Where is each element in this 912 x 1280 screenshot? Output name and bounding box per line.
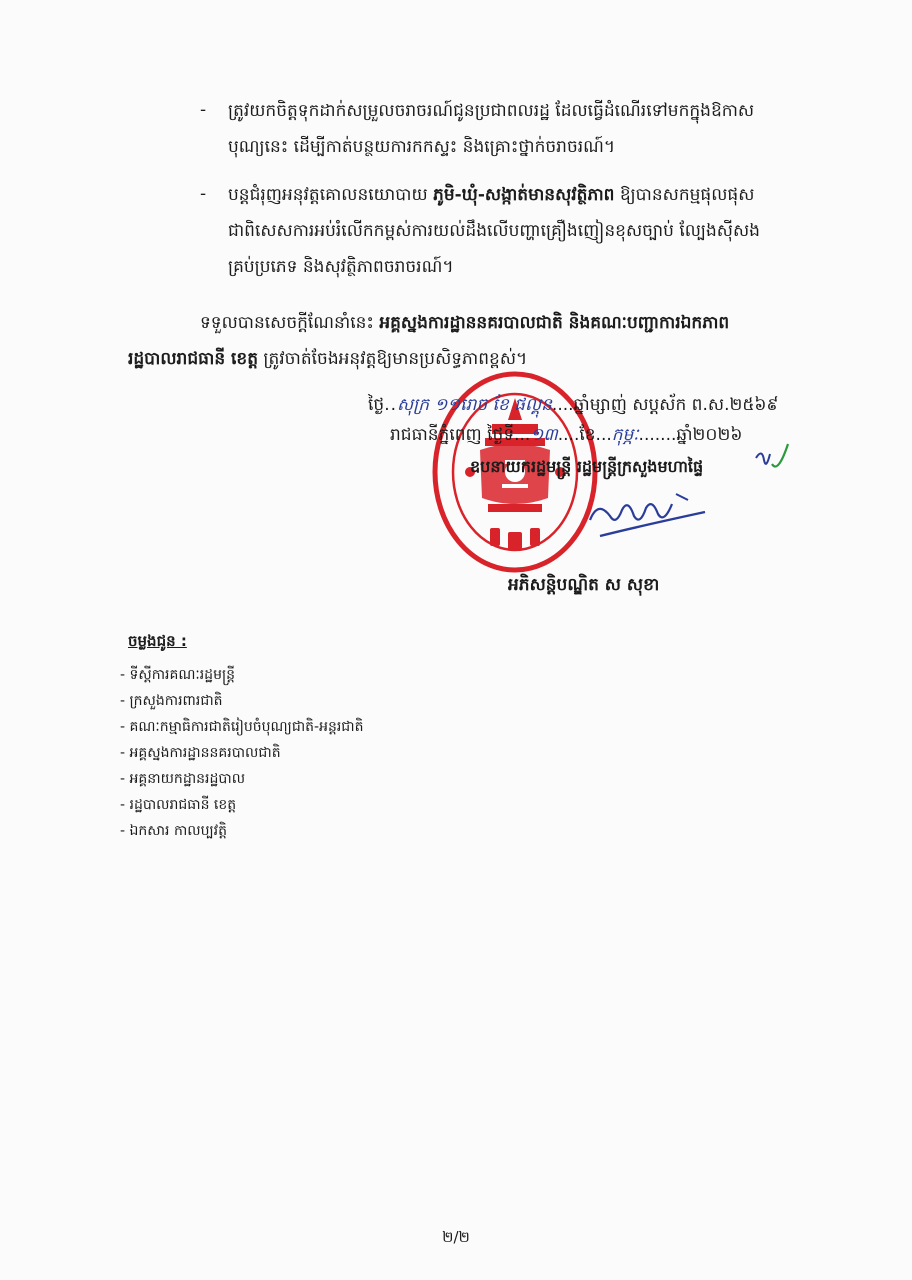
bullet-1-line-2: បុណ្យនេះ ដើម្បីកាត់បន្ថយការកកស្ទះ និងគ្រោះថ្នាក់ចរាចរណ៍។: [228, 137, 616, 157]
solar-date-prefix: រាជធានីភ្នំពេញ ថ្ងៃទី: [390, 425, 515, 445]
instruction-bold-1: អគ្គស្នងការដ្ឋាននគរបាលជាតិ និងគណៈបញ្ជាការឯកភាព: [379, 313, 730, 333]
cc-item: - គណៈកម្មាធិការជាតិរៀបចំបុណ្យជាតិ-អន្តរជាតិ: [120, 719, 364, 735]
bullet-2-text-post: ឱ្យបានសកម្មផុលផុស: [619, 185, 755, 205]
page-number: ២/២: [442, 1228, 470, 1246]
handwritten-signature-icon: [580, 486, 710, 546]
solar-date-month-label: ខែ: [579, 425, 596, 445]
lunar-date-prefix: ថ្ងៃ: [368, 395, 385, 415]
signatory-title: ឧបនាយករដ្ឋមន្ត្រី រដ្ឋមន្ត្រីក្រសួងមហាផ្ទៃ: [470, 457, 704, 476]
cc-item: - អគ្គនាយកដ្ឋានរដ្ឋបាល: [120, 771, 246, 787]
bullet-1-line-1: ត្រូវយកចិត្តទុកដាក់សម្រួលចរាចរណ៍ជូនប្រជាពលរដ្ឋ ដែលធ្វើដំណើរទៅមកក្នុងឱកាស: [228, 101, 755, 121]
lunar-date-suffix: ឆ្នាំម្សាញ់ សប្តស័ក ព.ស.២៥៦៩: [573, 395, 779, 415]
cc-title: ចម្លងជូន :: [128, 632, 187, 650]
solar-date-month: កុម្ភៈ: [611, 425, 639, 445]
cc-item: - រដ្ឋបាលរាជធានី ខេត្ត: [120, 797, 237, 813]
cc-item: - អគ្គស្នងការដ្ឋាននគរបាលជាតិ: [120, 745, 281, 761]
solar-date-line: រាជធានីភ្នំពេញ ថ្ងៃទី...១៣....ខែ...កុម្ភៈ.......ឆ្នាំ២០២៦: [390, 425, 743, 445]
lunar-date-line: ថ្ងៃ..សុក្រ ១១រោច ខែ ផល្គុន....ឆ្នាំម្សាញ់ សប្តស័ក ព.ស.២៥៦៩: [368, 395, 779, 415]
cc-item: - ទីស្តីការគណៈរដ្ឋមន្ត្រី: [120, 667, 236, 683]
cc-item: - ក្រសួងការពារជាតិ: [120, 693, 223, 709]
initials-mark-icon: [752, 440, 792, 476]
instruction-post: ត្រូវចាត់ចែងអនុវត្តឱ្យមានប្រសិទ្ធភាពខ្ពស់។: [263, 349, 528, 369]
lunar-date-handwritten: សុក្រ ១១រោច ខែ ផល្គុន: [397, 395, 552, 415]
bullet-2-line-3: គ្រប់ប្រភេទ និងសុវត្ថិភាពចរាចរណ៍។: [228, 257, 454, 277]
instruction-line-1: [200, 308, 729, 338]
bullet-2-line-1: [228, 180, 754, 210]
instruction-bold-2: រដ្ឋបាលរាជធានី ខេត្ត: [128, 349, 259, 369]
bullet-2-text-pre: បន្តជំរុញអនុវត្តគោលនយោបាយ: [228, 185, 428, 205]
bullet-dash-1: -: [200, 100, 207, 120]
cc-item: - ឯកសារ កាលប្បវត្តិ: [120, 823, 227, 839]
solar-date-year: ឆ្នាំ២០២៦: [676, 425, 743, 445]
bullet-dash-2: -: [200, 184, 207, 204]
bullet-2-text-bold: ភូមិ-ឃុំ-សង្កាត់មានសុវត្ថិភាព: [433, 185, 615, 205]
signatory-name: អភិសន្តិបណ្ឌិត ស សុខា: [508, 575, 660, 595]
bullet-2-line-2: ជាពិសេសការអប់រំលើកកម្ពស់ការយល់ដឹងលើបញ្ហាគ្រឿងញៀនខុសច្បាប់ ល្បែងស៊ីសង: [228, 221, 760, 241]
solar-date-day: ១៣: [530, 425, 558, 445]
instruction-pre: ទទួលបានសេចក្តីណែនាំនេះ: [200, 313, 374, 333]
